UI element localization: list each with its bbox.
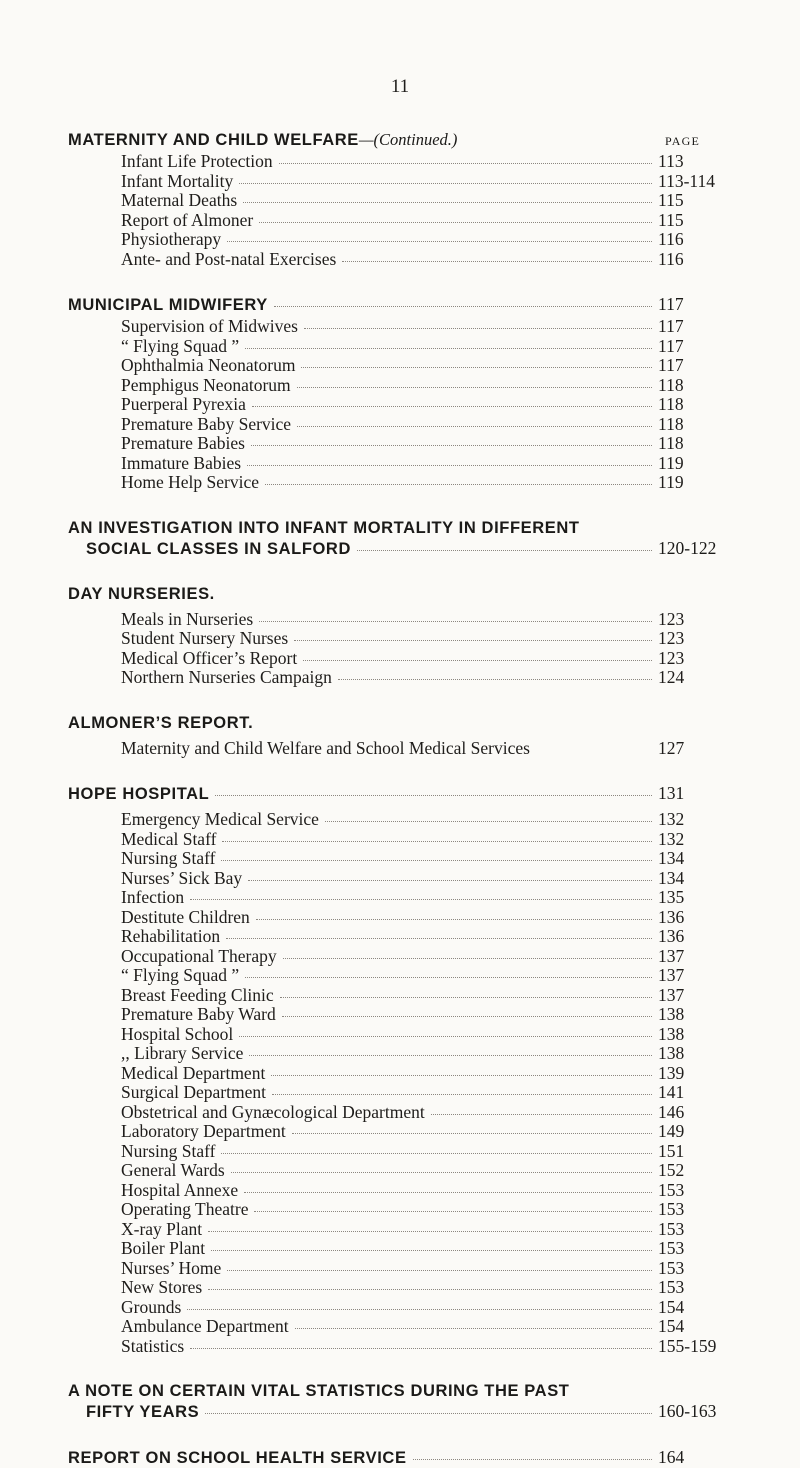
- entry-label: Hospital Annexe: [121, 1179, 239, 1200]
- entry-label: Nurses’ Home: [121, 1257, 222, 1278]
- section-title: HOPE HOSPITAL: [68, 785, 210, 803]
- section-page: 117: [658, 294, 684, 314]
- entry-page: 115: [658, 209, 684, 230]
- entry-label: ,, Library Service: [121, 1043, 244, 1063]
- leader-dots: [295, 1328, 652, 1329]
- leader-dots: [208, 1289, 652, 1290]
- section-almoners-report: [68, 713, 685, 759]
- section-title: ALMONER’S REPORT.: [68, 713, 254, 732]
- section-heading: [68, 584, 658, 604]
- leader-dots: [304, 328, 652, 329]
- entry-label: General Wards: [121, 1160, 225, 1180]
- entry-label: Premature Babies: [121, 433, 245, 453]
- toc-entry: [121, 190, 684, 211]
- leader-dots: [205, 1413, 652, 1414]
- toc-entry: [121, 229, 684, 250]
- leader-dots: [249, 1055, 652, 1056]
- toc-entry: [121, 628, 685, 649]
- leader-dots: [222, 841, 652, 842]
- leader-dots: [221, 860, 652, 861]
- entry-page: 117: [658, 335, 684, 356]
- entry-page: 118: [658, 374, 684, 395]
- leader-dots: [256, 919, 652, 920]
- toc-entry: [121, 1199, 685, 1220]
- toc-entry: [121, 887, 685, 908]
- section-heading: [68, 294, 684, 315]
- section-title: REPORT ON SCHOOL HEALTH SERVICE: [68, 1449, 407, 1467]
- toc-entry: [121, 1179, 685, 1201]
- toc-entry: [121, 608, 685, 630]
- leader-dots: [297, 387, 652, 388]
- toc-entry: [121, 1023, 685, 1045]
- toc-entry: [121, 906, 685, 928]
- entry-label: Nursing Staff: [121, 848, 216, 868]
- entry-page: 135: [658, 887, 685, 907]
- section-title-line2: SOCIAL CLASSES IN SALFORD: [86, 539, 351, 558]
- entry-label: Medical Staff: [121, 828, 217, 849]
- section-hope-hospital: [68, 783, 717, 1356]
- toc-entry: [121, 926, 685, 947]
- entry-page: 155-159: [658, 1335, 717, 1356]
- entry-page: 141: [658, 1082, 685, 1102]
- toc-entry: [121, 433, 684, 454]
- entry-label: Premature Baby Ward: [121, 1004, 276, 1024]
- entry-label: Maternity and Child Welfare and School Medical Services: [121, 737, 530, 758]
- entry-label: Report of Almoner: [121, 209, 254, 230]
- entry-label: Medical Department: [121, 1062, 266, 1083]
- entry-page: 136: [658, 926, 685, 946]
- entry-label: Infant Life Protection: [121, 151, 273, 171]
- entry-page: 118: [658, 413, 684, 434]
- leader-dots: [325, 821, 652, 822]
- leader-dots: [245, 977, 652, 978]
- toc-entry: [121, 209, 684, 231]
- entry-page: 118: [658, 394, 684, 414]
- leader-dots: [190, 1348, 652, 1349]
- entry-page: 153: [658, 1238, 685, 1258]
- toc-entry: [121, 374, 684, 396]
- toc-entry: [121, 809, 685, 830]
- leader-dots: [272, 1094, 652, 1095]
- entry-label: Infection: [121, 887, 185, 907]
- section-heading: [68, 1381, 717, 1422]
- entry-page: 113-114: [658, 170, 716, 191]
- leader-dots: [254, 1211, 652, 1212]
- entry-list: [68, 809, 717, 1356]
- entry-label: Obstetrical and Gynæcological Department: [121, 1101, 425, 1122]
- leader-dots: [227, 1270, 652, 1271]
- entry-page: 138: [658, 1043, 685, 1063]
- section-page: 131: [658, 783, 685, 803]
- section-heading: [68, 518, 717, 559]
- entry-page: 127: [658, 737, 685, 758]
- toc-entry: [121, 1004, 685, 1025]
- leader-dots: [259, 621, 652, 622]
- leader-dots: [243, 202, 652, 203]
- toc-entry: [121, 248, 684, 270]
- leader-dots: [244, 1192, 652, 1193]
- entry-page: 123: [658, 647, 685, 668]
- leader-dots: [413, 1459, 652, 1460]
- leader-dots: [297, 426, 652, 427]
- leader-dots: [301, 367, 652, 368]
- entry-page: 152: [658, 1160, 685, 1180]
- toc-entry: [121, 667, 685, 688]
- entry-list: [68, 151, 716, 269]
- toc-entry: [121, 151, 684, 172]
- entry-page: 134: [658, 848, 685, 868]
- toc-entry: [121, 737, 685, 759]
- entry-page: 153: [658, 1277, 685, 1297]
- entry-list: [68, 608, 685, 688]
- entry-label: Medical Officer’s Report: [121, 647, 298, 668]
- toc-entry: [121, 1062, 685, 1084]
- leader-dots: [282, 1016, 652, 1017]
- leader-dots: [292, 1133, 652, 1134]
- section-title-line2: FIFTY YEARS: [86, 1403, 200, 1421]
- toc-entry: [121, 170, 716, 192]
- entry-page: 117: [658, 316, 684, 336]
- toc-entry: [121, 394, 684, 415]
- section-heading: [68, 713, 658, 733]
- entry-label: Pemphigus Neonatorum: [121, 374, 291, 395]
- entry-page: 113: [658, 151, 684, 171]
- toc-entry: [121, 1218, 685, 1240]
- toc-entry: [121, 413, 684, 435]
- section-title-line1: AN INVESTIGATION INTO INFANT MORTALITY IN DIFFERENT: [68, 518, 580, 537]
- entry-label: Ophthalmia Neonatorum: [121, 355, 296, 375]
- entry-page: 124: [658, 667, 685, 687]
- leader-dots: [342, 261, 652, 262]
- entry-label: Hospital School: [121, 1023, 234, 1044]
- entry-label: Ante- and Post-natal Exercises: [121, 248, 337, 269]
- section-maternity-child-welfare: [68, 130, 716, 269]
- entry-label: X-ray Plant: [121, 1218, 203, 1239]
- leader-dots: [226, 938, 652, 939]
- entry-page: 153: [658, 1257, 685, 1278]
- toc-entry: [121, 945, 685, 967]
- toc-entry: [121, 828, 685, 850]
- leader-dots: [252, 406, 652, 407]
- page-column-label: PAGE: [664, 134, 700, 148]
- entry-page: 123: [658, 628, 685, 648]
- leader-dots: [239, 1036, 652, 1037]
- entry-page: 117: [658, 355, 684, 375]
- section-page: 164: [658, 1447, 685, 1467]
- section-page: 160-163: [658, 1401, 717, 1421]
- leader-dots: [357, 550, 652, 551]
- leader-dots: [279, 163, 652, 164]
- toc-entry: [121, 1121, 685, 1142]
- section-heading: [68, 130, 700, 150]
- entry-label: Physiotherapy: [121, 229, 222, 249]
- toc-entry: [121, 848, 685, 869]
- entry-label: Surgical Department: [121, 1082, 266, 1102]
- leader-dots: [215, 795, 652, 796]
- leader-dots: [274, 306, 652, 307]
- entry-label: Breast Feeding Clinic: [121, 984, 274, 1005]
- entry-label: “ Flying Squad ”: [121, 335, 240, 356]
- toc-entry: [121, 1296, 685, 1318]
- toc-entry: [121, 472, 684, 493]
- section-day-nurseries: [68, 584, 685, 688]
- leader-dots: [280, 997, 652, 998]
- toc-entry: [121, 1277, 685, 1298]
- leader-dots: [248, 880, 652, 881]
- entry-label: Home Help Service: [121, 472, 260, 492]
- leader-dots: [303, 660, 652, 661]
- entry-label: Rehabilitation: [121, 926, 221, 946]
- entry-label: Nurses’ Sick Bay: [121, 867, 243, 888]
- leader-dots: [283, 958, 652, 959]
- section-heading: [68, 783, 685, 804]
- entry-label: Student Nursery Nurses: [121, 628, 289, 648]
- section-title: MUNICIPAL MIDWIFERY: [68, 296, 268, 314]
- leader-dots: [251, 445, 652, 446]
- entry-page: 137: [658, 965, 685, 985]
- toc-entry: [121, 1238, 685, 1259]
- entry-label: Infant Mortality: [121, 170, 234, 191]
- entry-label: Northern Nurseries Campaign: [121, 667, 332, 687]
- section-page: 120-122: [658, 537, 717, 558]
- entry-label: New Stores: [121, 1277, 203, 1297]
- entry-page: 119: [658, 472, 684, 492]
- leader-dots: [231, 1172, 652, 1173]
- entry-page: 118: [658, 433, 684, 453]
- toc-entry: [121, 867, 685, 889]
- entry-page: 123: [658, 608, 685, 629]
- section-title: MATERNITY AND CHILD WELFARE: [68, 131, 359, 149]
- page-number: 11: [390, 76, 410, 97]
- section-infant-mortality-investigation: [68, 518, 717, 559]
- entry-page: 153: [658, 1199, 685, 1219]
- leader-dots: [190, 899, 652, 900]
- leader-dots: [227, 241, 652, 242]
- leader-dots: [431, 1114, 652, 1115]
- entry-label: Nursing Staff: [121, 1140, 216, 1161]
- entry-label: “ Flying Squad ”: [121, 965, 240, 985]
- entry-label: Occupational Therapy: [121, 945, 277, 966]
- entry-label: Immature Babies: [121, 452, 242, 473]
- leader-dots: [245, 348, 652, 349]
- toc-entry: [121, 1316, 685, 1337]
- entry-page: 149: [658, 1121, 685, 1141]
- entry-page: 116: [658, 229, 684, 249]
- leader-dots: [247, 465, 652, 466]
- entry-page: 137: [658, 945, 685, 966]
- leader-dots: [187, 1309, 652, 1310]
- entry-page: 154: [658, 1316, 685, 1336]
- leader-dots: [271, 1075, 652, 1076]
- toc-entry: [121, 1160, 685, 1181]
- entry-page: 136: [658, 906, 685, 927]
- toc-entry: [121, 1043, 685, 1064]
- entry-label: Statistics: [121, 1335, 185, 1356]
- entry-page: 132: [658, 809, 685, 829]
- entry-label: Emergency Medical Service: [121, 809, 319, 829]
- entry-label: Meals in Nurseries: [121, 608, 254, 629]
- section-municipal-midwifery: [68, 294, 684, 493]
- toc-entry: [121, 1101, 685, 1123]
- entry-page: 138: [658, 1023, 685, 1044]
- leader-dots: [221, 1153, 652, 1154]
- leader-dots: [211, 1250, 652, 1251]
- entry-list: [68, 737, 685, 759]
- section-title-line1: A NOTE ON CERTAIN VITAL STATISTICS DURING THE PAST: [68, 1382, 570, 1400]
- entry-page: 119: [658, 452, 684, 473]
- table-of-contents: [68, 130, 717, 1468]
- entry-page: 154: [658, 1296, 685, 1317]
- entry-page: 116: [658, 248, 684, 269]
- entry-page: 139: [658, 1062, 685, 1083]
- toc-entry: [121, 647, 685, 669]
- continued-note: —(Continued.): [358, 130, 458, 149]
- leader-dots: [239, 183, 652, 184]
- toc-entry: [121, 452, 684, 474]
- toc-entry: [121, 984, 685, 1006]
- leader-dots: [265, 484, 652, 485]
- leader-dots: [259, 222, 652, 223]
- entry-label: Premature Baby Service: [121, 413, 292, 434]
- entry-label: Puerperal Pyrexia: [121, 394, 246, 414]
- entry-page: 153: [658, 1179, 685, 1200]
- section-school-health-service: [68, 1447, 685, 1468]
- entry-page: 151: [658, 1140, 685, 1161]
- entry-page: 138: [658, 1004, 685, 1024]
- toc-entry: [121, 1257, 685, 1279]
- leader-dots: [208, 1231, 652, 1232]
- entry-label: Grounds: [121, 1296, 182, 1317]
- toc-entry: [121, 1140, 685, 1162]
- entry-page: 137: [658, 984, 685, 1005]
- section-title: DAY NURSERIES.: [68, 584, 215, 603]
- entry-label: Operating Theatre: [121, 1199, 249, 1219]
- entry-label: Maternal Deaths: [121, 190, 238, 210]
- entry-label: Boiler Plant: [121, 1238, 206, 1258]
- entry-page: 115: [658, 190, 684, 210]
- leader-dots: [338, 679, 652, 680]
- entry-page: 146: [658, 1101, 685, 1122]
- entry-label: Laboratory Department: [121, 1121, 286, 1141]
- entry-list: [68, 316, 684, 493]
- leader-dots: [294, 640, 652, 641]
- entry-label: Destitute Children: [121, 906, 250, 927]
- toc-entry: [121, 965, 685, 986]
- entry-page: 153: [658, 1218, 685, 1239]
- toc-entry: [121, 1082, 685, 1103]
- entry-page: 132: [658, 828, 685, 849]
- toc-entry: [121, 355, 684, 376]
- section-heading: [68, 1447, 685, 1468]
- toc-entry: [121, 1335, 717, 1357]
- entry-label: Supervision of Midwives: [121, 316, 298, 336]
- toc-entry: [121, 335, 684, 357]
- entry-page: 134: [658, 867, 685, 888]
- entry-label: Ambulance Department: [121, 1316, 289, 1336]
- section-vital-statistics-note: [68, 1381, 717, 1422]
- toc-entry: [121, 316, 684, 337]
